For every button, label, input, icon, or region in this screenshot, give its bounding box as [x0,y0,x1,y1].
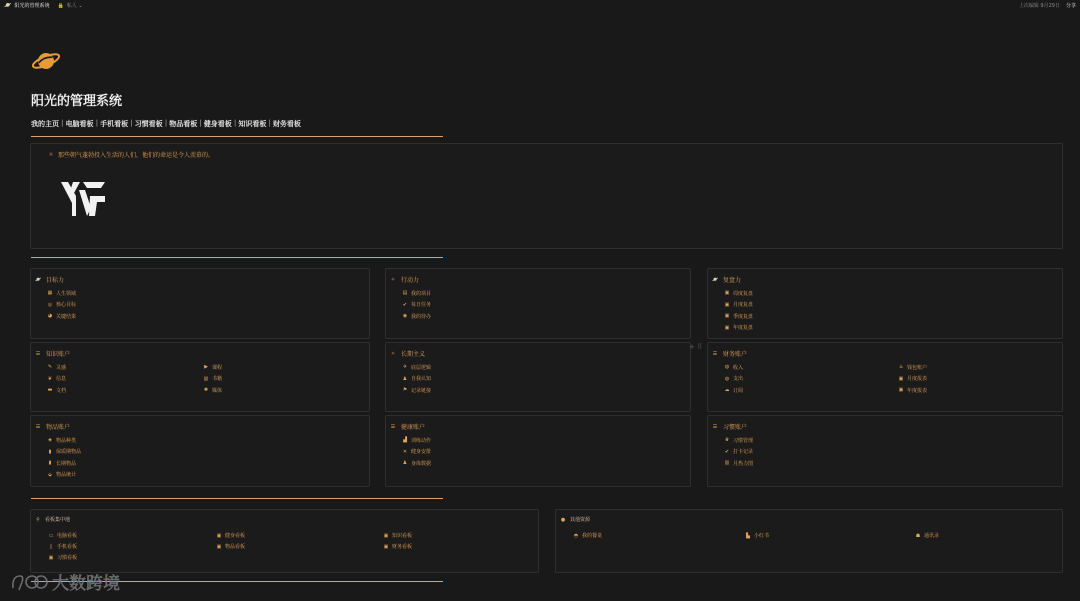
resource-link-xiaohongshu[interactable]: ▙ 小红书 [746,532,770,539]
coin-icon: ◍ [724,375,730,382]
list-item-subscription[interactable]: ☁ 订阅 [724,387,744,394]
nav-fitness-board[interactable]: 健身看板 [203,120,232,128]
list-item-yearly-review[interactable]: ▣ 年度复盘 [724,324,754,331]
card-title: 长期主义 [401,351,426,358]
list-item-training-moves[interactable]: ▟ 训练动作 [403,437,432,444]
list-item-media[interactable]: ✺ 媒体 [203,387,223,394]
phone-icon: ▯ [49,543,53,550]
nav-home[interactable]: 我的主页 [31,120,59,128]
grid-icon: ▦ [47,290,53,296]
list-item-monthly-report[interactable]: ▣ 月度报表 [898,375,928,382]
card-title: 健康账户 [401,424,426,431]
sparkle-icon: ✧ [390,350,396,357]
video-icon: ▶ [204,364,208,370]
chart-icon: ▟ [403,437,407,443]
top-bar [0,0,1080,11]
runner-icon: ✕ [402,448,408,455]
board-icon: ▣ [48,554,54,561]
list-item-books[interactable]: ▥ 书籍 [203,375,223,382]
planet-icon[interactable] [31,48,61,74]
sparkle-icon: ✧ [390,276,396,283]
plane-icon: ✈ [402,364,408,370]
contacts-icon: ☗ [915,532,921,539]
card-title: 行动力 [401,277,420,284]
card-goal [30,268,370,339]
list-item-todos[interactable]: ◉ 我的待办 [402,313,432,320]
card-finance [707,342,1063,412]
yg-logo-image [59,178,107,220]
list-item-income[interactable]: ◍ 收入 [724,364,744,371]
quote [48,150,214,159]
nav-habit-board[interactable]: 习惯看板 [134,120,163,128]
calendar-icon: ▣ [898,375,904,382]
board-link-knowledge[interactable]: ▣ 知识看板 [383,532,413,539]
pin-icon: ⚲ [36,516,40,523]
check-circle-icon: ✔ [402,301,408,308]
pie-icon: ◕ [47,313,53,319]
board-icon: ▣ [216,532,222,539]
divider [31,498,443,499]
list-item-item-types[interactable]: ◈ 物品种类 [48,437,77,444]
list-item-daily-tasks[interactable]: ✔ 每日任务 [402,301,432,308]
list-item-inspiration[interactable]: ✎ 灵感 [47,364,67,371]
topbar-right [1019,2,1076,9]
planet-icon: 🪐 [35,276,42,283]
list-item-yearly-report[interactable]: ▣ 年度报表 [898,387,928,394]
list-item-body-data[interactable]: ♟ 身体数据 [402,460,432,467]
calendar-icon: ▣ [724,301,730,308]
nav-knowledge-board[interactable]: 知识看板 [238,120,267,128]
list-item-documents[interactable]: ▬ 文档 [47,387,67,394]
card-action [385,268,691,339]
bar-chart-icon: ▥ [724,460,730,466]
card-title: 目标力 [46,277,65,284]
target-icon: ◎ [47,301,53,308]
card-items [30,415,370,487]
share-button[interactable]: 分享 [1065,3,1076,9]
list-item-information[interactable]: ❦ 信息 [47,375,67,382]
list-item-self-awareness[interactable]: ♟ 自我认知 [402,375,432,382]
paint-icon: ❦ [47,375,53,382]
card-title: 习惯账户 [723,424,748,431]
list-item-weekly-review[interactable]: ▣ 周度复盘 [724,290,754,297]
sun-icon: ☼ [48,151,54,158]
board-icon: ▣ [383,543,389,550]
visibility-dropdown[interactable]: 私人 [66,3,77,9]
card-review [707,268,1063,339]
list-item-habit-management[interactable]: ♛ 习惯管理 [724,437,754,444]
food-icon: ◓ [573,532,579,539]
board-link-habit[interactable]: ▣ 习惯看板 [48,554,78,561]
quote-callout [30,143,1063,249]
list-item-expense[interactable]: ◍ 支出 [724,375,744,382]
list-item-shelf-life-items[interactable]: ▮ 保质期物品 [48,448,82,455]
top-navigation: 我的主页 | 电脑看板 | 手机看板 | 习惯看板 | 物品看板 | 健身看板 | 知识看板 | 财务看板 [31,119,301,128]
card-longterm [385,342,691,412]
list-item-record-links[interactable]: ⚑ 记录链接 [402,387,432,394]
nav-phone-board[interactable]: 手机看板 [100,120,129,128]
trophy-icon: ♛ [724,437,730,443]
board-link-finance[interactable]: ▣ 财务看板 [383,543,413,550]
card-health [385,415,691,487]
other-resources-title: 其他资源 [570,517,591,523]
list-item-projects[interactable]: ▤ 我的项目 [402,290,432,297]
last-edited-text: 上次编辑 9月29日 [1018,3,1060,9]
list-item-underlying-logic[interactable]: ✈ 底层逻辑 [402,364,432,371]
database-icon: ☰ [390,423,396,430]
block-add-handle[interactable]: + ⠿ [689,343,703,351]
card-habit [707,415,1063,487]
planet-icon: 🪐 [712,276,719,283]
calendar-icon: ▣ [724,324,730,331]
database-icon: ☰ [35,423,41,430]
list-item-quarterly-review[interactable]: ▣ 季度复盘 [724,313,754,320]
database-icon: ☰ [35,350,41,357]
book-icon: ▙ [746,532,750,539]
pencil-icon: ✎ [47,364,53,370]
watermark [10,569,120,594]
card-title: 知识账户 [46,351,71,358]
calendar-icon: ▣ [724,313,730,319]
flag-icon: ⚑ [402,387,408,393]
cloud-icon: ☁ [724,387,730,393]
board-link-items[interactable]: ▣ 物品看板 [216,543,246,550]
card-knowledge [30,342,370,412]
list-item-life-areas[interactable]: ▦ 人生领域 [47,290,77,297]
database-icon: ☰ [712,423,718,430]
list-item-courses[interactable]: ▶ 课程 [204,364,223,371]
card-title: 财务账户 [723,351,748,358]
check-circle-icon: ✔ [724,448,730,455]
chevron-down-icon[interactable]: ⌄ [76,2,83,9]
list-item-key-results[interactable]: ◕ 关键结果 [47,313,77,320]
watermark-logo-icon [10,572,48,592]
list-item-fitness-plan[interactable]: ✕ 健身安排 [402,448,432,455]
barcode-icon: ▮ [48,448,52,455]
list-item-item-stats[interactable]: ⬙ 物品统计 [48,471,77,478]
circle-dot-icon: ◉ [402,313,408,319]
page-title: 阳光的管理系统 [31,94,123,109]
planet-icon[interactable]: 🪐 [4,2,12,9]
folder-icon: ▤ [402,290,408,296]
barcode-icon: ▮ [48,460,52,466]
board-center [30,509,539,573]
card-title: 复盘力 [723,277,742,284]
nav-finance-board[interactable]: 财务看板 [272,120,301,128]
person-icon: ♟ [402,460,408,466]
list-item-wallet-accounts[interactable]: ⌂ 钱包账户 [899,364,928,371]
list-item-monthly-review[interactable]: ▣ 月度复盘 [724,301,754,308]
watermark-text: 大数跨境 [52,574,120,594]
board-icon: ▣ [383,532,389,539]
calendar-icon: ▣ [724,290,730,296]
quote-text: 那些朝气蓬勃投入生活的人们，他们的命运是令人羡慕的。 [58,152,215,159]
list-item-checkin-records[interactable]: ✔ 打卡记录 [724,448,754,455]
book-icon: ▥ [203,375,209,382]
breadcrumb-title[interactable]: 阳光的管理系统 [14,3,50,9]
board-link-phone[interactable]: ▯ 手机看板 [49,543,78,550]
board-link-fitness[interactable]: ▣ 健身看板 [216,532,246,539]
resource-link-dining[interactable]: ◓ 我的餐桌 [573,532,603,539]
database-icon: ☰ [712,350,718,357]
other-resources [555,509,1063,573]
shapes-icon: ⬙ [48,471,52,478]
broadcast-icon: ✺ [203,387,209,393]
laptop-icon: ▭ [48,532,54,539]
nav-computer-board[interactable]: 电脑看板 [65,120,94,128]
calendar-icon: ▣ [898,387,904,393]
coin-icon: ◍ [724,364,730,370]
divider [31,136,443,137]
board-center-title: 看板集中地 [45,517,71,523]
card-title: 物品账户 [46,424,71,431]
list-item-long-term-items[interactable]: ▮ 长期物品 [48,460,77,467]
folder-icon: ▬ [47,387,53,393]
list-item-monthly-heatmap[interactable]: ▥ 月热力图 [724,460,754,467]
globe-icon: ● [560,516,566,523]
divider [31,257,443,258]
layers-icon: ◈ [48,437,52,443]
list-item-core-goals[interactable]: ◎ 核心目标 [47,301,77,308]
resource-link-contacts[interactable]: ☗ 通讯录 [915,532,940,539]
nav-items-board[interactable]: 物品看板 [169,120,198,128]
board-link-computer[interactable]: ▭ 电脑看板 [48,532,78,539]
board-icon: ▣ [216,543,222,550]
person-icon: ♟ [402,375,408,382]
bank-icon: ⌂ [899,364,903,370]
lock-icon: 🔒 [57,2,64,9]
